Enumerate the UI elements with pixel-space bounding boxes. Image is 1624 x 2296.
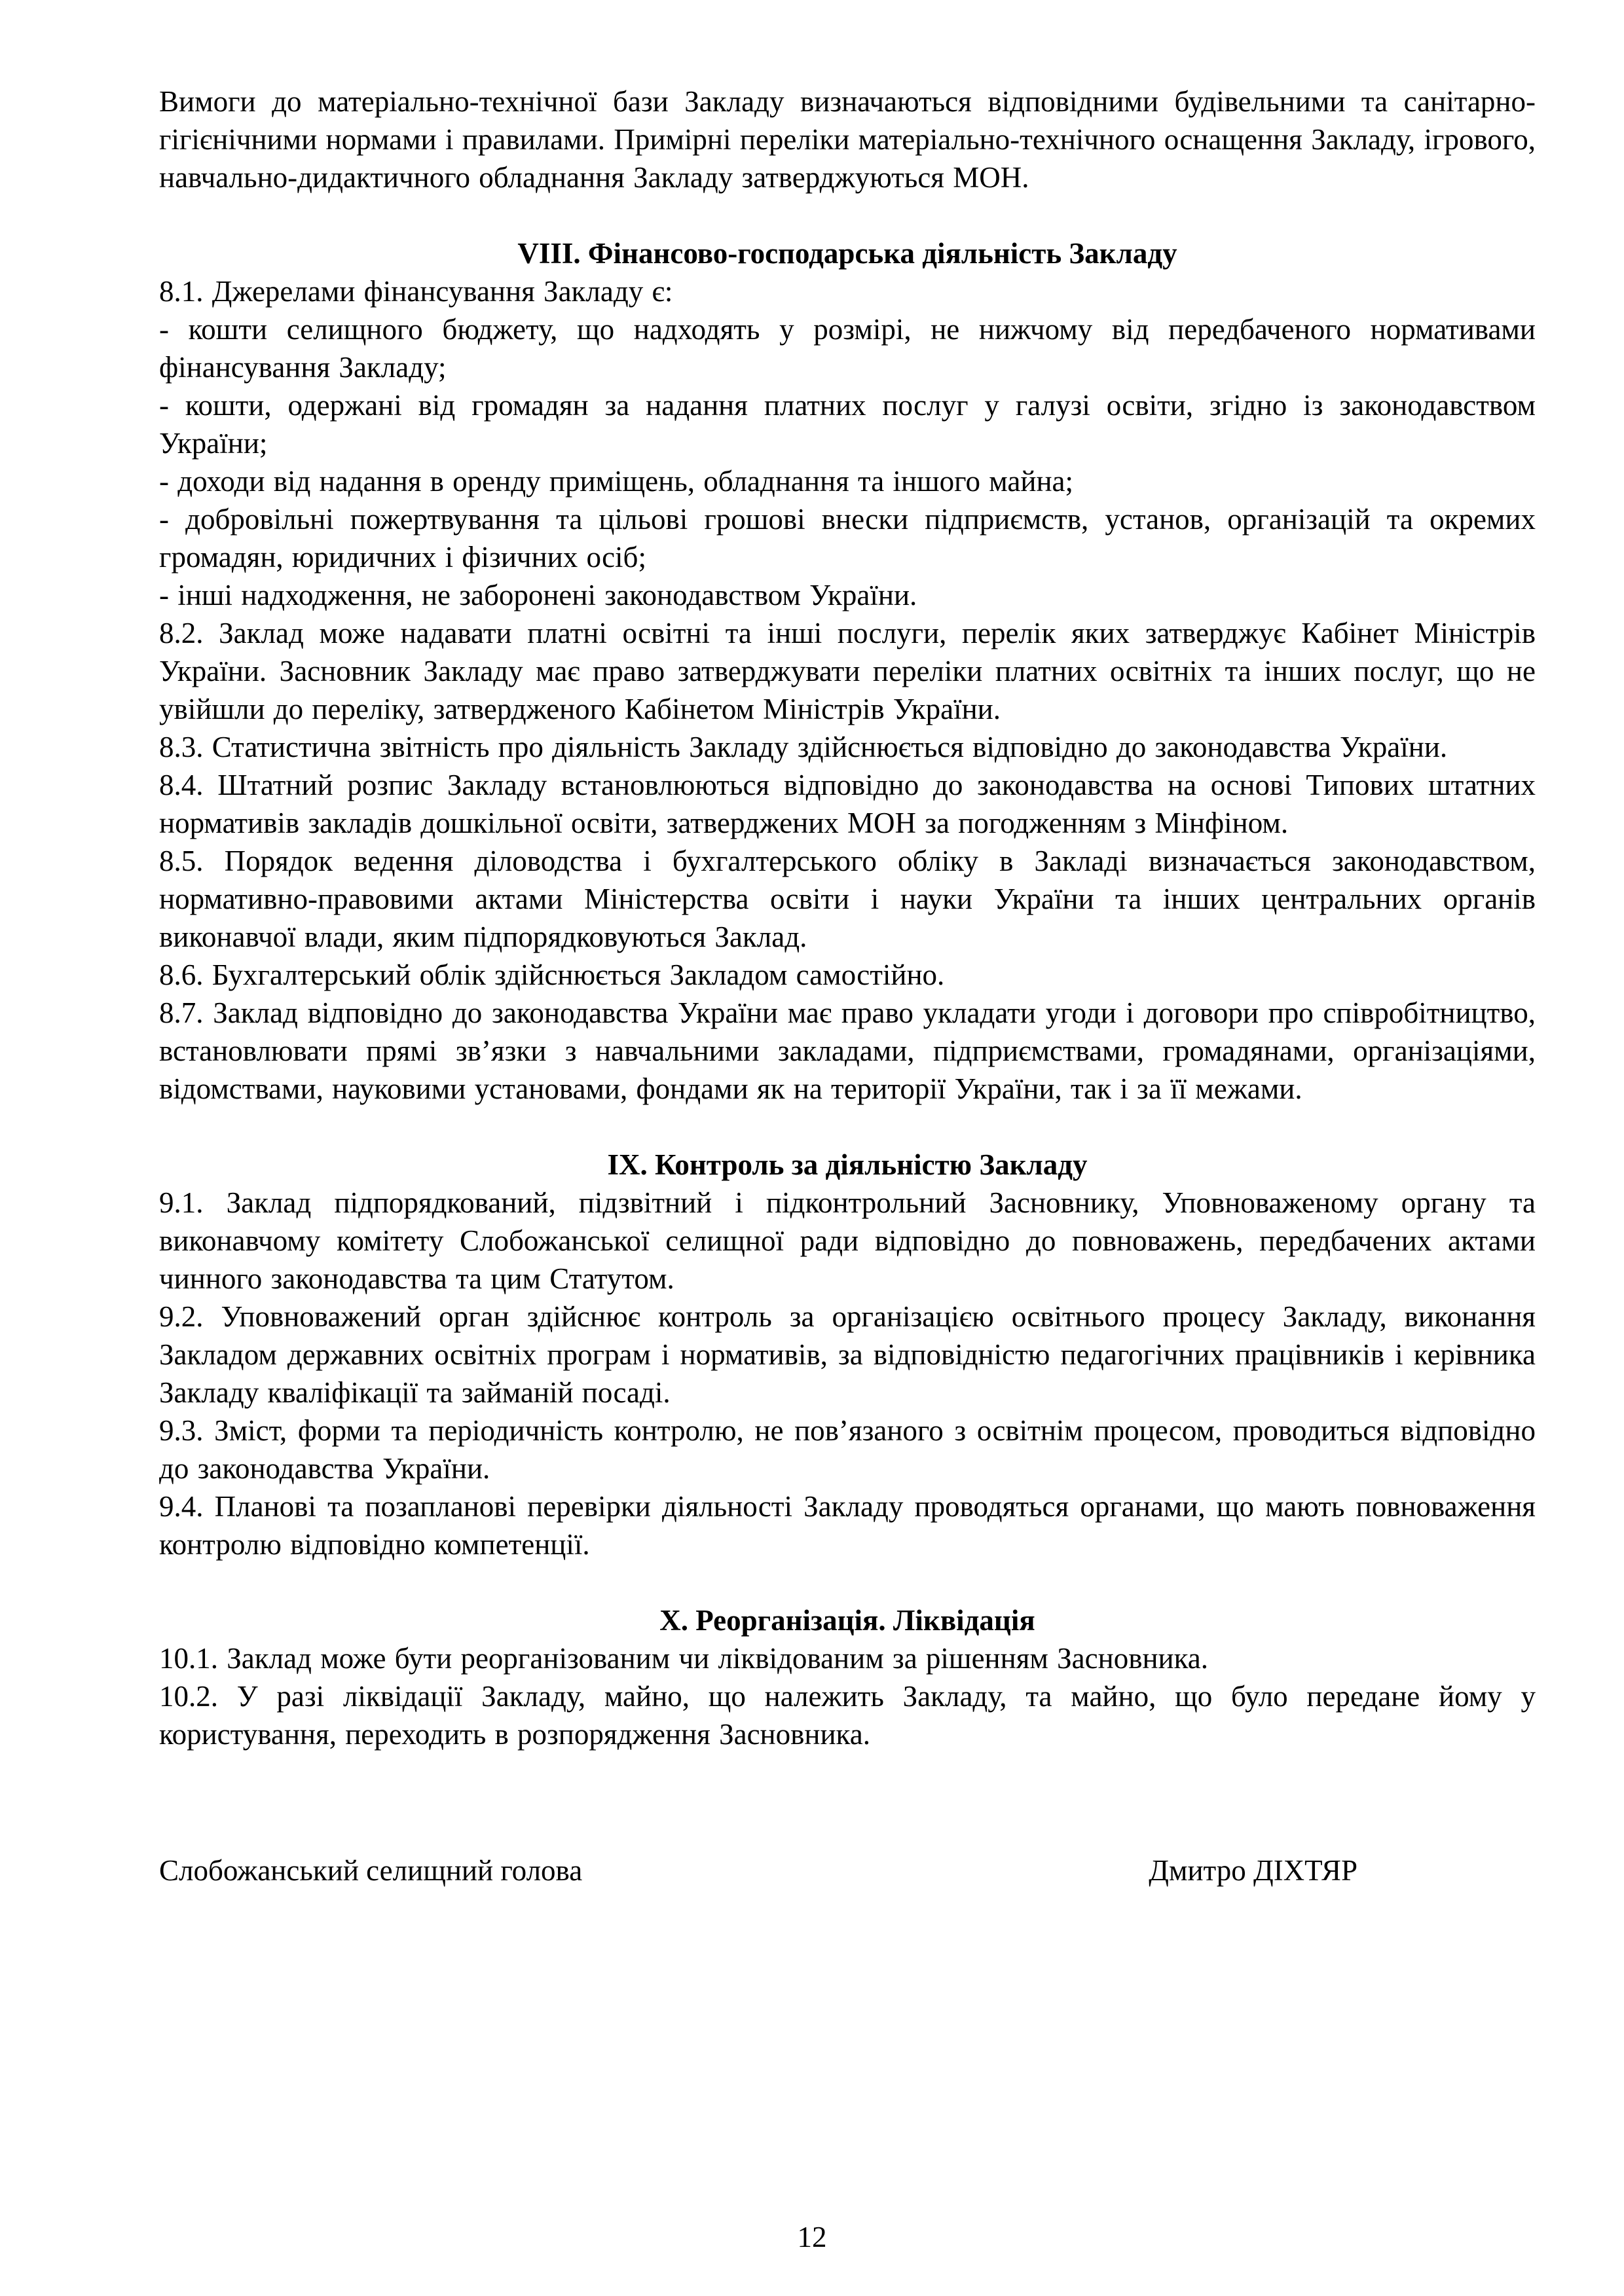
clause-9-2: 9.2. Уповноважений орган здійснює контроль за організацією освітнього процесу Закладу, виконання Закладом державних освітніх програм і нормативів, за відповідністю педагогічних працівників і керівника Закладу кваліфікації та займаній посаді. <box>159 1300 1536 1409</box>
section-viii-heading: VIII. Фінансово-господарська діяльність Закладу <box>517 237 1177 270</box>
document-body <box>159 82 1536 1889</box>
signature-title: Слобожанський селищний голова <box>159 1854 583 1887</box>
page-number: 12 <box>797 2221 827 2253</box>
clause-10-2: 10.2. У разі ліквідації Закладу, майно, що належить Закладу, та майно, що було передане йому у користування, переходить в розпорядження Засновника. <box>159 1680 1536 1751</box>
clause-9-1: 9.1. Заклад підпорядкований, підзвітний і підконтрольний Засновнику, Уповноваженому органу та виконавчому комітету Слобожанської селищної ради відповідно до повноважень, передбачених актами чинного законодавства та цим Статутом. <box>159 1186 1536 1295</box>
funding-source-item-rent: - доходи від надання в оренду приміщень, обладнання та іншого майна; <box>159 465 1074 498</box>
signature-name: Дмитро ДІХТЯР <box>1149 1854 1357 1887</box>
funding-source-item-budget: - кошти селищного бюджету, що надходять у розмірі, не нижчому від передбаченого нормативами фінансування Закладу; <box>159 313 1536 384</box>
signature-block <box>159 1851 1536 1889</box>
clause-8-3: 8.3. Статистична звітність про діяльність Закладу здійснюється відповідно до законодавства України. <box>159 731 1448 763</box>
section-ix-heading: IX. Контроль за діяльністю Закладу <box>607 1148 1088 1181</box>
clause-8-7: 8.7. Заклад відповідно до законодавства України має право укладати угоди і договори про співробітництво, встановлювати прямі зв’язки з навчальними закладами, підприємствами, громадянами, організаціями, відомствами, науковими установами, фондами як на території України, так і за її межами. <box>159 996 1536 1105</box>
clause-8-5: 8.5. Порядок ведення діловодства і бухгалтерського обліку в Закладі визначається законодавством, нормативно-правовими актами Міністерства освіти і науки України та інших центральних органів виконавчої влади, яким підпорядковуються Заклад. <box>159 845 1536 953</box>
section-x-heading: X. Реорганізація. Ліквідація <box>659 1604 1035 1637</box>
clause-8-4: 8.4. Штатний розпис Закладу встановлюються відповідно до законодавства на основі Типових штатних нормативів закладів дошкільної освіти, затверджених МОН за погодженням з Мінфіном. <box>159 769 1536 839</box>
funding-source-item-donations: - добровільні пожертвування та цільові грошові внески підприємств, установ, організацій та окремих громадян, юридичних і фізичних осіб; <box>159 503 1536 574</box>
clause-10-1: 10.1. Заклад може бути реорганізованим чи ліквідованим за рішенням Засновника. <box>159 1642 1209 1675</box>
clause-8-1: 8.1. Джерелами фінансування Закладу є: <box>159 275 673 308</box>
clause-8-2: 8.2. Заклад може надавати платні освітні та інші послуги, перелік яких затверджує Кабінет Міністрів України. Засновник Закладу має право затверджувати переліки платних освітніх та інших послуг, що не увійшли до переліку, затвердженого Кабінетом Міністрів України. <box>159 617 1536 725</box>
funding-source-item-paid-services: - кошти, одержані від громадян за надання платних послуг у галузі освіти, згідно із законодавством України; <box>159 389 1536 460</box>
funding-source-item-other: - інші надходження, не заборонені законодавством України. <box>159 579 917 611</box>
paragraph-material-base-continuation: Вимоги до матеріально-технічної бази Закладу визначаються відповідними будівельними та санітарно-гігієнічними нормами і правилами. Примірні переліки матеріально-технічного оснащення Закладу, ігрового, навчально-дидактичного обладнання Закладу затверджуються МОН. <box>159 85 1536 194</box>
clause-8-6: 8.6. Бухгалтерський облік здійснюється Закладом самостійно. <box>159 958 945 991</box>
clause-9-3: 9.3. Зміст, форми та періодичність контролю, не пов’язаного з освітнім процесом, проводиться відповідно до законодавства України. <box>159 1414 1536 1485</box>
clause-9-4: 9.4. Планові та позапланові перевірки діяльності Закладу проводяться органами, що мають повноваження контролю відповідно компетенції. <box>159 1490 1536 1561</box>
